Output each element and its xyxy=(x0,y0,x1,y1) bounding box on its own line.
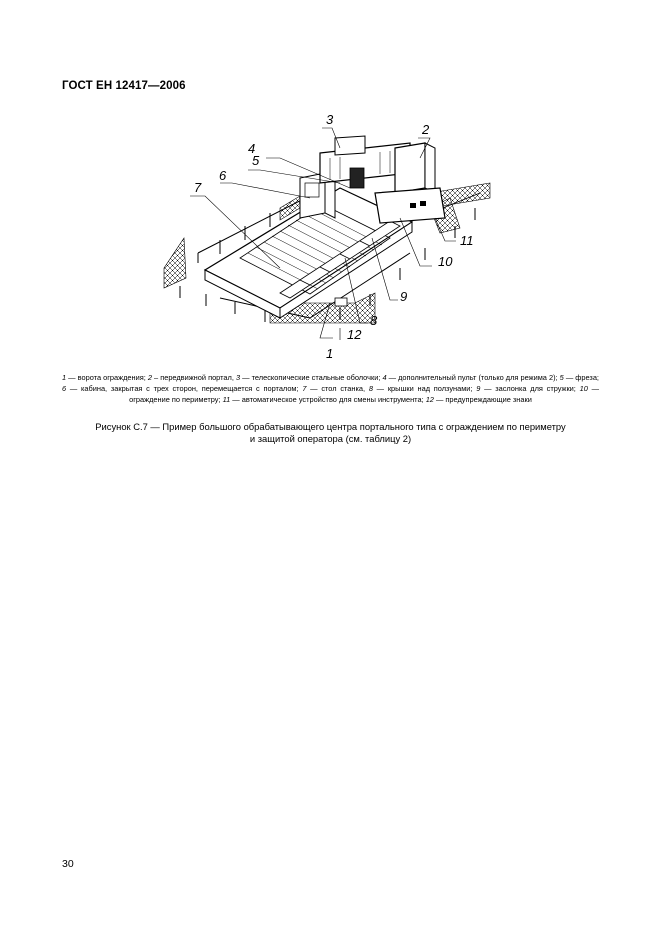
label-3: 3 xyxy=(326,112,334,127)
legend-num: 4 xyxy=(382,373,387,382)
legend-text: — ограждение по периметру; xyxy=(129,384,599,404)
legend-num: 2 xyxy=(147,373,152,382)
legend-text: — крышки над ползунами; xyxy=(372,384,477,393)
legend-num: 7 xyxy=(302,384,307,393)
label-11: 11 xyxy=(460,233,474,248)
legend-num: 11 xyxy=(222,395,231,404)
legend-text: — стол станка, xyxy=(306,384,369,393)
figure-caption xyxy=(62,421,599,445)
machining-center-drawing xyxy=(150,108,500,363)
label-8: 8 xyxy=(370,313,378,328)
legend-num: 3 xyxy=(235,373,241,382)
milling-head xyxy=(350,168,364,188)
warning-sign xyxy=(335,298,347,306)
legend-num: 12 xyxy=(425,395,434,404)
legend-text: – передвижной портал, xyxy=(151,373,236,382)
legend-text: — предупреждающие знаки xyxy=(433,395,532,404)
legend-num: 9 xyxy=(476,384,481,393)
figure-legend xyxy=(62,372,599,405)
legend-text: — фреза; xyxy=(563,373,599,382)
legend-num: 6 xyxy=(62,384,67,393)
legend-text: — кабина, закрытая с трех сторон, перемещается с порталом; xyxy=(66,384,303,393)
legend-num: 10 xyxy=(579,384,588,393)
legend-text: — автоматическое устройство для смены инструмента; xyxy=(230,395,426,404)
label-2: 2 xyxy=(422,122,430,137)
legend-num: 1 xyxy=(62,373,67,382)
page-number: 30 xyxy=(62,858,74,870)
label-10: 10 xyxy=(438,254,453,269)
legend-text: — заслонка для стружки; xyxy=(480,384,580,393)
caption-line-1: Рисунок С.7 — Пример большого обрабатывающего центра портального типа с ограждением по периметру xyxy=(95,421,566,432)
label-1: 1 xyxy=(326,346,334,361)
label-6: 6 xyxy=(219,168,227,183)
label-9: 9 xyxy=(400,289,408,304)
legend-text: — телескопические стальные оболочки; xyxy=(240,373,383,382)
legend-num: 5 xyxy=(559,373,564,382)
machining-center-figure xyxy=(150,108,500,363)
label-4: 4 xyxy=(248,141,256,156)
legend-text: — ворота ограждения; xyxy=(66,373,148,382)
caption-line-2: и защитой оператора (см. таблицу 2) xyxy=(249,433,412,444)
label-7: 7 xyxy=(194,180,202,195)
legend-text: — дополнительный пульт (только для режима 2); xyxy=(386,373,560,382)
document-header: ГОСТ ЕН 12417—2006 xyxy=(62,80,186,92)
label-5: 5 xyxy=(252,153,260,168)
label-12: 12 xyxy=(347,327,362,342)
legend-num: 8 xyxy=(368,384,373,393)
